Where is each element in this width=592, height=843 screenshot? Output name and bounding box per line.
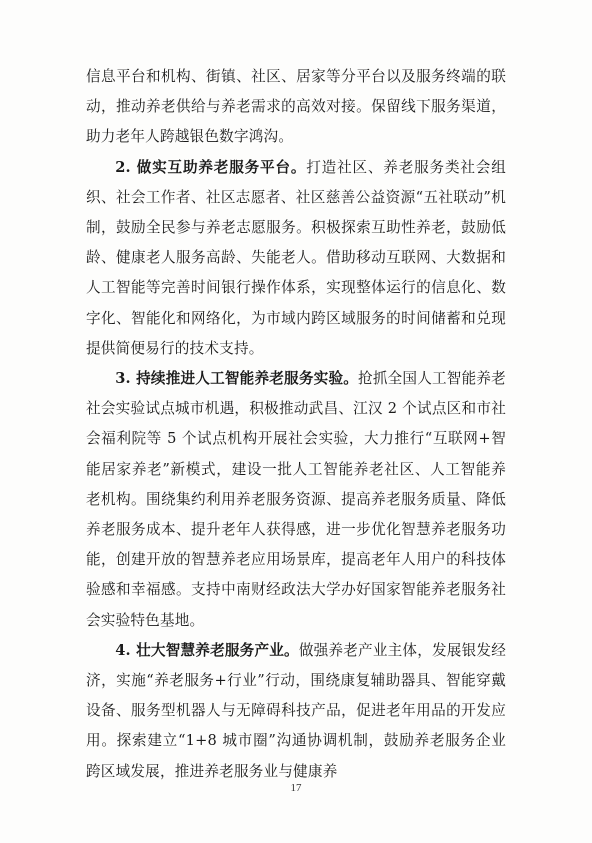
paragraph-2-heading: 2. 做实互助养老服务平台。	[115, 158, 307, 176]
paragraph-3-heading: 3. 持续推进人工智能养老服务实验。	[115, 370, 359, 388]
paragraph-3	[86, 364, 506, 636]
paragraph-4	[86, 636, 506, 787]
paragraph-4-heading: 4. 壮大智慧养老服务产业。	[115, 641, 299, 659]
paragraph-3-text: 抢抓全国人工智能养老社会实验试点城市机遇，积极推动武昌、江汉 2 个试点区和市社会福利院等 5 个试点机构开展社会实验，大力推行“互联网+智能居家养老”新模式，建设一批人工智能养老社区、人工智能养老机构。围绕集约利用养老服务资源、提高养老服务质量、降低养老服务成本、提升老年人获得感，进一步优化智慧养老服务功能，创建开放的智慧养老应用场景库，提高老年人用户的科技体验感和幸福感。支持中南财经政法大学办好国家智能养老服务社会实验特色基地。	[86, 370, 506, 629]
body-text	[86, 62, 506, 787]
paragraph-4-text: 做强养老产业主体，发展银发经济，实施“养老服务+行业”行动，围绕康复辅助器具、智能穿戴设备、服务型机器人与无障碍科技产品，促进老年用品的开发应用。探索建立“1+8 城市圈”沟通协调机制，鼓励养老服务企业跨区域发展，推进养老服务业与健康养	[86, 641, 506, 780]
paragraph-1-text: 信息平台和机构、街镇、社区、居家等分平台以及服务终端的联动，推动养老供给与养老需求的高效对接。保留线下服务渠道，助力老年人跨越银色数字鸿沟。	[86, 68, 506, 146]
paragraph-2	[86, 153, 506, 364]
page-number: 17	[290, 782, 302, 794]
paragraph-1	[86, 62, 506, 153]
paragraph-2-text: 打造社区、养老服务类社会组织、社会工作者、社区志愿者、社区慈善公益资源“五社联动”机制，鼓励全民参与养老志愿服务。积极探索互助性养老，鼓励低龄、健康老人服务高龄、失能老人。借助移动互联网、大数据和人工智能等完善时间银行操作体系，实现整体运行的信息化、数字化、智能化和网络化，为市域内跨区域服务的时间储蓄和兑现提供简便易行的技术支持。	[86, 158, 506, 357]
